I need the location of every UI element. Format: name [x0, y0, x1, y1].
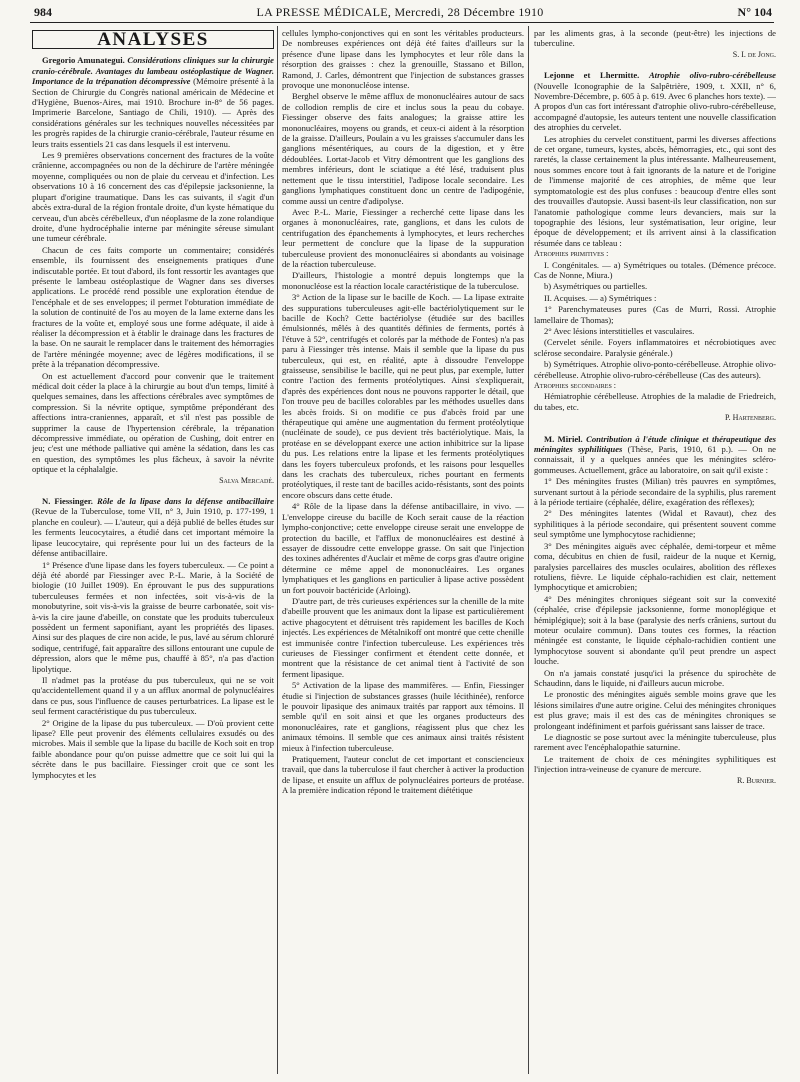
running-header — [0, 0, 800, 22]
article-title: Atrophie olivo-rubro-cérébelleuse — [648, 70, 776, 81]
list-item: 4° Des méningites chroniques siégeant soit sur la convexité (céphalée, crise d'épilepsie jacksonienne, forme monoplégique et hémiplégique); soit à la base (paralysie des nerfs crâniens, surtout du moteur oculaire commun). Dans toutes ces formes, la réaction méningée est constante, le liquide céphalo-rachidien contient une lymphocytose souvent si abondante qu'il peut prendre un aspect louche. — [534, 593, 776, 667]
article-title: Rôle de la lipase dans la défense antibacillaire — [96, 496, 274, 507]
paragraph: 3° Action de la lipase sur le bacille de Koch. — La lipase extraite des suppurations tuberculeuses agit-elle bactériolytiquement sur le bacille de Koch? Cette bactériolyse (étudiée sur des bacilles émulsionnés, mêlés à des quantités définies de ferments, portés à l'étuve à 52°, centrifugés et colorés par la méthode de Fontes) n'a pas paru à Fiessinger très intense. Mais il semble que la lipase du pus tuberculeux, qui est, en réalité, apte à dissoudre l'enveloppe graisseuse, sensibilise le bacille, qui ne peut plus, par exemple, lutter contre l'action des ferments protéolytiques. Ainsi s'expliquerait, d'après des expériences dont nous ne pouvons rapporter le détail, que l'on trouve peu de bacilles colorables par les méthodes usuelles dans les abcès froids. Si on modifie ce pus d'abcès froid par une thérapeutique qui amène une augmentation du ferment protéolytique (nucléinate de soude), ce pus devient très bactériolytique. Mais, la protéase en se développant exerce une action inhibitrice sur la lipase du pus. Les relations entre la lipase et les ferments protéolytiques dans les foyers tuberculeux profonds, et les raisons pour lesquelles dans les crachats des tuberculeux, riches pourtant en ferments protéolytiques, il reste tant de bacilles acido-résistants, sont des points encore obscurs dans cette étude. — [282, 292, 524, 500]
paragraph: par les aliments gras, à la seconde (peut-être) les injections de tuberculine. — [534, 28, 776, 49]
article-intro — [32, 496, 274, 558]
column-divider — [277, 26, 278, 1074]
list-item: 2° Des méningites latentes (Widal et Ravaut), chez des syphilitiques à la période secondaire, qui présentent souvent comme seul symptôme une lymphocytose rachidienne; — [534, 508, 776, 540]
paragraph: 1° Présence d'une lipase dans les foyers tuberculeux. — Ce point a déjà été abordé par Fiessinger avec P.-L. Marie, à la Société de biologie (10 Juillet 1909). En éprouvant le pus des suppurations tuberculeuses fermées et non infectées, soit vis-à-vis de la monobutyrine, soit vis-à-vis la graisse de beurre carbonatée, soit vis-à-vis la cire jaune d'abeille, on constate que les produits tuberculeux possèdent un ferment saponifiant, ayant les propriétés des lipases. Ainsi sur des plaques de cire non acide, le pus, lavé au sérum chloruré sodique, centrifugé, fait apparaître des sillons entourant une cupule de dépression, alors que le même pus, chauffé à 85°, n'a pas d'action lipolytique. — [32, 559, 274, 674]
classification-item: Hémiatrophie cérébelleuse. Atrophies de la maladie de Friedreich, du tabes, etc. — [534, 391, 776, 412]
article-reference: (Nouvelle Iconographie de la Salpêtrière, 1909, t. XXII, n° 6, Novembre-Décembre, p. 605 à p. 619. Avec 6 planches hors texte). — A propos d'un cas fort intéressant d'atrophie olivo-rubro-cérébelleuse, accompagné d'autopsie, les auteurs tentent une nouvelle classification des atrophies du cervelet. — [534, 80, 776, 133]
article-reference: (Thèse, Paris, 1910, 61 p.). — On ne connaissait, il y a quelques années que les méningites scléro-gommeuses. Actuellement, grâce au laboratoire, on sait qu'il existe : — [534, 444, 776, 475]
article-author: N. Fiessinger. — [42, 496, 93, 507]
article-intro — [32, 55, 274, 149]
article-reference: (Mémoire présenté à la Section de Chirurgie du Congrès national américain de Médecine et d'Hygiène, Buenos-Aires, mai 1910. Brochure in-8° de 56 pages. Imprimerie Barcelone, Santiago de Chili, 1910). — Après des considérations générales sur les techniques nouvelles nécessitées par les progrès rapides de la chirurgie cranio-cérébrale, l'auteur résume en leurs traits essentiels 21 cas dans lesquels il est intervenu. — [32, 76, 274, 149]
paragraph: Les 9 premières observations concernent des fractures de la voûte crânienne, accompagnées ou non de la déchirure de l'artère méningée moyenne, compliquées ou non de plaie du cerveau et d'infection. Les observations 10 à 16 concernent des cas d'épilepsie jacksonienne, la plupart d'origine traumatique. Dans les cas suivants, il s'agit d'un abcès extra-dural de la région frontale droite, d'un kyste hématique du cerveau, d'un abcès cérébelleux, d'un néoplasme de la zone rolandique droite, d'une hydrocéphalie interne par méningite séreuse simulant une tumeur cérébrale. — [32, 150, 274, 244]
article-intro — [534, 434, 776, 476]
paragraph: Il n'admet pas la protéase du pus tuberculeux, qui ne se voit qu'accidentellement quand il y a un afflux anormal de polynucléaires dans ce pus, sous l'influence de causes perturbatrices. La lipase est le seul ferment caractéristique du pus tuberculeux. — [32, 674, 274, 717]
page-number: 984 — [34, 5, 52, 19]
paragraph: Le traitement de choix de ces méningites syphilitiques est l'injection intra-veineuse de cyanure de mercure. — [534, 753, 776, 775]
article-title: Contribution à l'étude clinique et thérapeutique des méningites syphilitiques — [534, 433, 776, 455]
article-reference: (Revue de la Tuberculose, tome VII, n° 3, Juin 1910, p. 177-199, 1 planche en couleur). — L'auteur, qui a déjà publié de belles études sur les ferments leucocytaires, a étudié dans cet important mémoire la lipase leucocytaire, qui représente pour lui un des facteurs de la défense antibacillaire. — [32, 506, 274, 559]
classification-item: b) Asymétriques ou partielles. — [544, 281, 648, 292]
classification-item: (Cervelet sénile. Foyers inflammatoires et nécrobiotiques avec sclérose secondaire. Paralysie générale.) — [534, 337, 776, 358]
column-2 — [282, 28, 524, 1073]
paragraph: 2° Origine de la lipase du pus tuberculeux. — D'où provient cette lipase? Elle peut provenir des éléments cellulaires exsudés ou des microbes. Mais il semble que la lipase du bacille de Koch soit en trop faible abondance pour qu'on puisse admettre que ce soit lui qui la sécrète dans le pus bacillaire. Fiessinger croit que ce sont les lymphocytes et les — [32, 717, 274, 780]
paragraph: On n'a jamais constaté jusqu'ici la présence du spirochète de Schaudinn, dans le liquide, ni d'ailleurs aucun microbe. — [534, 667, 776, 688]
paragraph: D'ailleurs, l'histologie a montré depuis longtemps que la mononucléose est la réaction locale caractéristique de la tuberculose. — [282, 270, 524, 291]
classification-item: II. Acquises. — a) Symétriques : — [544, 292, 657, 303]
article-title: Considérations cliniques sur la chirurgie cranio-cérébrale. Avantages du lambeau ostéoplastique de Wagner. Importance de la trépanation décompressive — [32, 55, 274, 87]
article-author: Lejonne et Lhermitte. — [544, 70, 640, 81]
paragraph: D'autre part, de très curieuses expériences sur la chenille de la mite d'abeille prouvent que les animaux dont la lipase est particulièrement active phagocytent et détruisent très rapidement les bacilles de Koch injectés. Les expériences de Métalnikoff ont montré que cette chenille est immunisée contre l'infection tuberculeuse. Les expériences très curieuses de Fiessinger confirment et étendent cette donnée, et montrent que la résistance de cet animal tient à l'activité de son ferment lipasique. — [282, 595, 524, 679]
paragraph: Avec P.-L. Marie, Fiessinger a recherché cette lipase dans les organes à mononucléaires, rate, ganglions, et dans les culots de centrifugation des épanchements à lymphocytes, et leurs recherches leur permettent de conclure que la lipase de la suppuration tuberculeuse provient des mononucléaires si abondants au voisinage de la réaction tuberculeuse. — [282, 206, 524, 269]
list-item: 1° Des méningites frustes (Milian) très pauvres en symptômes, survenant surtout à la période secondaire de la syphilis, plus rarement à la période tertiaire (céphalée, délire, exagération des réflexes); — [534, 476, 776, 508]
journal-title: LA PRESSE MÉDICALE, Mercredi, 28 Décembre 1910 — [256, 5, 544, 19]
classification-item: 2° Avec lésions interstitielles et vasculaires. — [544, 325, 695, 336]
paragraph: 5° Activation de la lipase des mammifères. — Enfin, Fiessinger étudie si l'injection de substances grasses (huile lécithinée), renforce le pouvoir lipasique des animaux traités par rapport aux témoins. Il semble qu'il en soit ainsi et que les organes producteurs des mononucléaires, rate et ganglions, réagissent plus que chez les animaux témoins. Il semble que ces animaux ainsi traités résistent mieux à l'infection tuberculeuse. — [282, 680, 524, 753]
paragraph: Berghel observe le même afflux de mononucléaires autour de sacs de collodion remplis de cire et inclus sous la peau du cobaye. Fiessinger observe des faits analogues; la graisse attire les mononucléaires, moyens ou grands, et ceux-ci aident à la résorption de la graisse. D'ailleurs, Poulain a vu les graisses s'accumuler dans les ganglions mésentériques, au cours de la digestion, et y être dédoublées. Lortat-Jacob et Vitry démontrent que les ganglions des membres inférieurs, dont le sciatique a été lésé, traduisent plus nettement que le tissu interstitiel, l'adipose locale secondaire. Les ganglions lymphatiques constituent donc un centre de l'adipogénie, comme aussi un centre d'adipolyse. — [282, 91, 524, 206]
section-title: ANALYSES — [32, 30, 274, 49]
paragraph: Pratiquement, l'auteur conclut de cet important et consciencieux travail, que dans la tuberculose il faut chercher à activer la production de lipase, et ensuite un afflux de polynucléaires porteurs de protéase. A la première indication répond le traitement diététique — [282, 754, 524, 796]
classification-item: I. Congénitales. — a) Symétriques ou totales. (Démence précoce. Cas de Nonne, Miura.) — [534, 259, 776, 280]
article-author: Gregorio Amunategui. — [42, 55, 125, 66]
table-heading: Atrophies secondaires : — [534, 381, 617, 390]
paragraph: On est actuellement d'accord pour convenir que le traitement médical doit céder la place à la chirurgie au bout d'un temps, limité à quelques semaines, dans les affections cérébrales avec symptômes de compression. Si la névrite optique, symptôme prépondérant des affections intra-craniennes, apparaît, et s'il n'est pas possible de supprimer la cause de l'hypertension cérébrale, la trépanation décompressive immédiate, ou opération de Cushing, doit entrer en jeu; c'est une méthode palliative qui amène la sédation, dans les cas en question, des symptômes les plus fâcheux, à savoir la névrite optique et la céphalalgie. — [32, 370, 274, 475]
paragraph: Le pronostic des méningites aiguës semble moins grave que les lésions similaires d'une autre origine. Celui des méningites chroniques est plus grave; mais il est des cas de méningites chroniques se prolongeant indéfiniment et parfois guérissant sans laisser de trace. — [534, 689, 776, 731]
column-divider — [528, 26, 529, 1074]
classification-item: 1° Parenchymateuses pures (Cas de Murri, Rossi. Atrophie lamellaire de Thomas); — [534, 304, 776, 325]
classification-item: b) Symétriques. Atrophie olivo-ponto-cérébelleuse. Atrophie olivo-cérébelleuse. Atrophie olivo-rubro-cérébelleuse (Cas des auteurs). — [534, 359, 776, 380]
paragraph: 4° Rôle de la lipase dans la défense antibacillaire, in vivo. — L'enveloppe cireuse du bacille de Koch serait cause de la réaction lympho-conjonctive; cette enveloppe cireuse serait une enveloppe de protection du bacille, et l'afflux de mononucléaires est destiné à essayer de dissoudre cette enveloppe grasse. On sait que l'injection des toxines adhérentes d'Auclair et même de corps gras d'autre origine détermine ce même appel de mononucléaires. Les organes lymphatiques et les ganglions en particulier à lipase active possèdent un fort pouvoir bactéricide (Arloing). — [282, 501, 524, 595]
paragraph: Chacun de ces faits comporte un commentaire; considérés ensemble, ils fournissent des enseignements pratiques d'une indiscutable portée. Et tout d'abord, ils font ressortir les avantages que présente le lambeau ostéoplastique de Wagner dans ses diverses applications. Le procédé rend possible une exploration étendue de l'encéphale et de ses enveloppes; il permet l'obturation immédiate de la solution de continuité de l'os au moyen de la lame externe dans les fractures de la voûte et, employé sous une forme adéquate, il aide à réaliser la décompression et à établir le drainage dans les fractures de la base. On ne saurait le remplacer dans le traitement des hémorragies de l'artère méningée moyenne; avec de légères modifications, il se prête à la trépanation décompressive. — [32, 244, 274, 370]
table-heading: Atrophies primitives : — [534, 249, 609, 259]
issue-number: N° 104 — [737, 5, 772, 19]
signature: Salva Mercadé. — [219, 475, 274, 485]
list-item: 3° Des méningites aiguës avec céphalée, demi-torpeur et même coma, décubitus en chien de fusil, raideur de la nuque et Kernig, paralysies parcellaires des muscles oculaires, abolition des réflexes rotuliens, fièvre. Le liquide céphalo-rachidien est clair, nettement lymphocytique et amicrobien; — [534, 540, 776, 593]
article-intro — [534, 70, 776, 132]
paragraph: Le diagnostic se pose surtout avec la méningite tuberculeuse, plus rarement avec l'encéphalopathie saturnine. — [534, 732, 776, 753]
signature: S. I. de Jong. — [732, 49, 776, 59]
signature: R. Burnier. — [736, 775, 776, 785]
column-1 — [32, 28, 274, 1073]
paragraph: Les atrophies du cervelet constituent, parmi les diverses affections de cet organe, tumeurs, kystes, abcès, hémorragies, etc., qui sont des raretés, la classe certainement la plus intéressante. Malheureusement, nous sommes encore tout à fait ignorants de la nature et de l'origine de l'immense majorité de ces atrophies, de même que leur symptomatologie est des plus confuses : beaucoup d'entre elles sont des trouvailles d'autopsie. Aussi basent-ils leur classification, non sur l'anatomie pathologique comme leurs devanciers, mais sur la topographie des lésions, leur systématisation, leur origine, leur époque de développement; et ils arrivent ainsi à la classification résumée dans ce tableau : — [534, 133, 776, 248]
header-rule — [30, 22, 774, 23]
signature: P. Hartenberg. — [725, 413, 776, 423]
article-author: M. Miriel. — [544, 433, 583, 444]
paragraph: cellules lympho-conjonctives qui en sont les véritables producteurs. De nombreuses expériences ont déjà été faites d'ailleurs sur la présence d'une lipase dans les lymphocytes et leur rôle dans la résorption des graisses : chez la grenouille, Stassano et Billon, Ramond, J. Carles, démontrent que l'injection de substances grasses provoque une mononucléose intense. — [282, 28, 524, 91]
column-3 — [534, 28, 776, 1073]
